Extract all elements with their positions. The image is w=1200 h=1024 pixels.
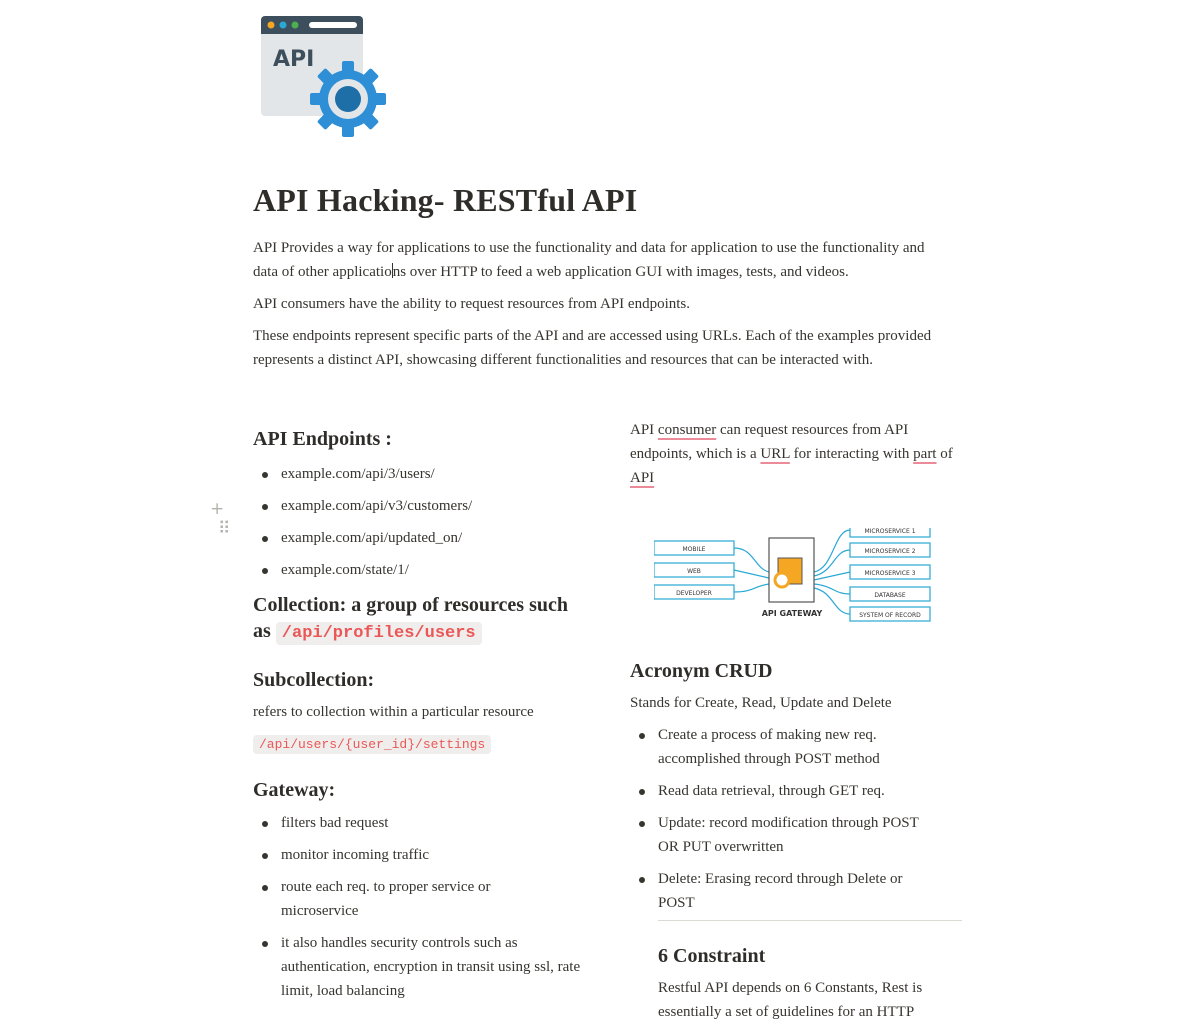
collection-code: /api/profiles/users	[276, 622, 482, 645]
diagram-service-label: MICROSERVICE 2	[864, 548, 916, 555]
endpoints-list	[253, 462, 593, 582]
diagram-client-label: DEVELOPER	[676, 590, 712, 597]
add-block-icon[interactable]: +	[210, 499, 225, 519]
constraint-block	[658, 920, 962, 1024]
subcollection-text[interactable]: refers to collection within a particular resource	[253, 704, 534, 720]
diagram-client-label: WEB	[687, 568, 701, 575]
list-item[interactable]: example.com/api/updated_on/	[253, 526, 593, 550]
page-title: API Hacking- RESTful API	[253, 182, 638, 218]
diagram-service-label: MICROSERVICE 1	[864, 528, 916, 535]
list-item[interactable]: route each req. to proper service or microservice	[253, 875, 511, 923]
constraint-text[interactable]: Restful API depends on 6 Constants, Rest is essentially a set of guidelines for an HTTP	[658, 980, 923, 1020]
list-item[interactable]: monitor incoming traffic	[253, 843, 593, 867]
list-item[interactable]: filters bad request	[253, 811, 593, 835]
api-settings-icon[interactable]	[253, 10, 393, 142]
collection-heading: Collection: a group of resources such as /api/profiles/users	[253, 594, 568, 643]
list-item[interactable]: Read data retrieval, through GET req.	[630, 779, 940, 803]
block-handle[interactable]	[210, 499, 250, 539]
svg-text:API: API	[273, 47, 315, 72]
constraint-heading: 6 Constraint	[658, 945, 766, 967]
intro-paragraph-3[interactable]: These endpoints represent specific parts of the API and are accessed using URLs. Each of the examples provided represents a distinct API, showcasing different functionalities and resources that can be interacted with.	[253, 328, 932, 368]
crud-list	[630, 723, 940, 915]
list-item[interactable]: Create a process of making new req. accomplished through POST method	[630, 723, 940, 771]
gateway-heading: Gateway:	[253, 779, 336, 801]
crud-text[interactable]: Stands for Create, Read, Update and Delete	[630, 695, 892, 711]
subcollection-code: /api/users/{user_id}/settings	[253, 735, 491, 754]
diagram-gateway-label: API GATEWAY	[761, 609, 823, 618]
diagram-service-label: MICROSERVICE 3	[864, 570, 916, 577]
left-column	[253, 426, 593, 1011]
endpoints-heading: API Endpoints :	[253, 428, 392, 450]
list-item[interactable]: Update: record modification through POST OR PUT overwritten	[630, 811, 940, 859]
gateway-list	[253, 811, 593, 1003]
subcollection-heading: Subcollection:	[253, 669, 375, 691]
intro-paragraph-1[interactable]: API Provides a way for applications to use the functionality and data for application to use the functionality and data of other applications over HTTP to feed a web application GUI with images, tests, and videos.	[253, 240, 925, 280]
list-item[interactable]: example.com/api/3/users/	[253, 462, 593, 486]
right-column	[630, 418, 962, 1024]
list-item[interactable]: example.com/api/v3/customers/	[253, 494, 593, 518]
drag-handle-icon[interactable]: ⠿	[218, 519, 231, 539]
divider	[658, 920, 962, 921]
list-item[interactable]: example.com/state/1/	[253, 558, 593, 582]
diagram-service-label: SYSTEM OF RECORD	[859, 612, 921, 619]
crud-heading: Acronym CRUD	[630, 660, 773, 682]
list-item[interactable]: it also handles security controls such as authentication, encryption in transit using ssl, rate limit, load balancing	[253, 931, 581, 1003]
api-gateway-diagram[interactable]	[654, 528, 944, 638]
intro-paragraph-2[interactable]: API consumers have the ability to request resources from API endpoints.	[253, 296, 690, 312]
list-item[interactable]: Delete: Erasing record through Delete or POST	[630, 867, 940, 915]
diagram-service-label: DATABASE	[874, 592, 906, 599]
intro-section	[253, 236, 953, 380]
diagram-client-label: MOBILE	[682, 546, 706, 553]
consumer-paragraph[interactable]: API consumer can request resources from API endpoints, which is a URL for interacting with part of API	[630, 422, 953, 486]
